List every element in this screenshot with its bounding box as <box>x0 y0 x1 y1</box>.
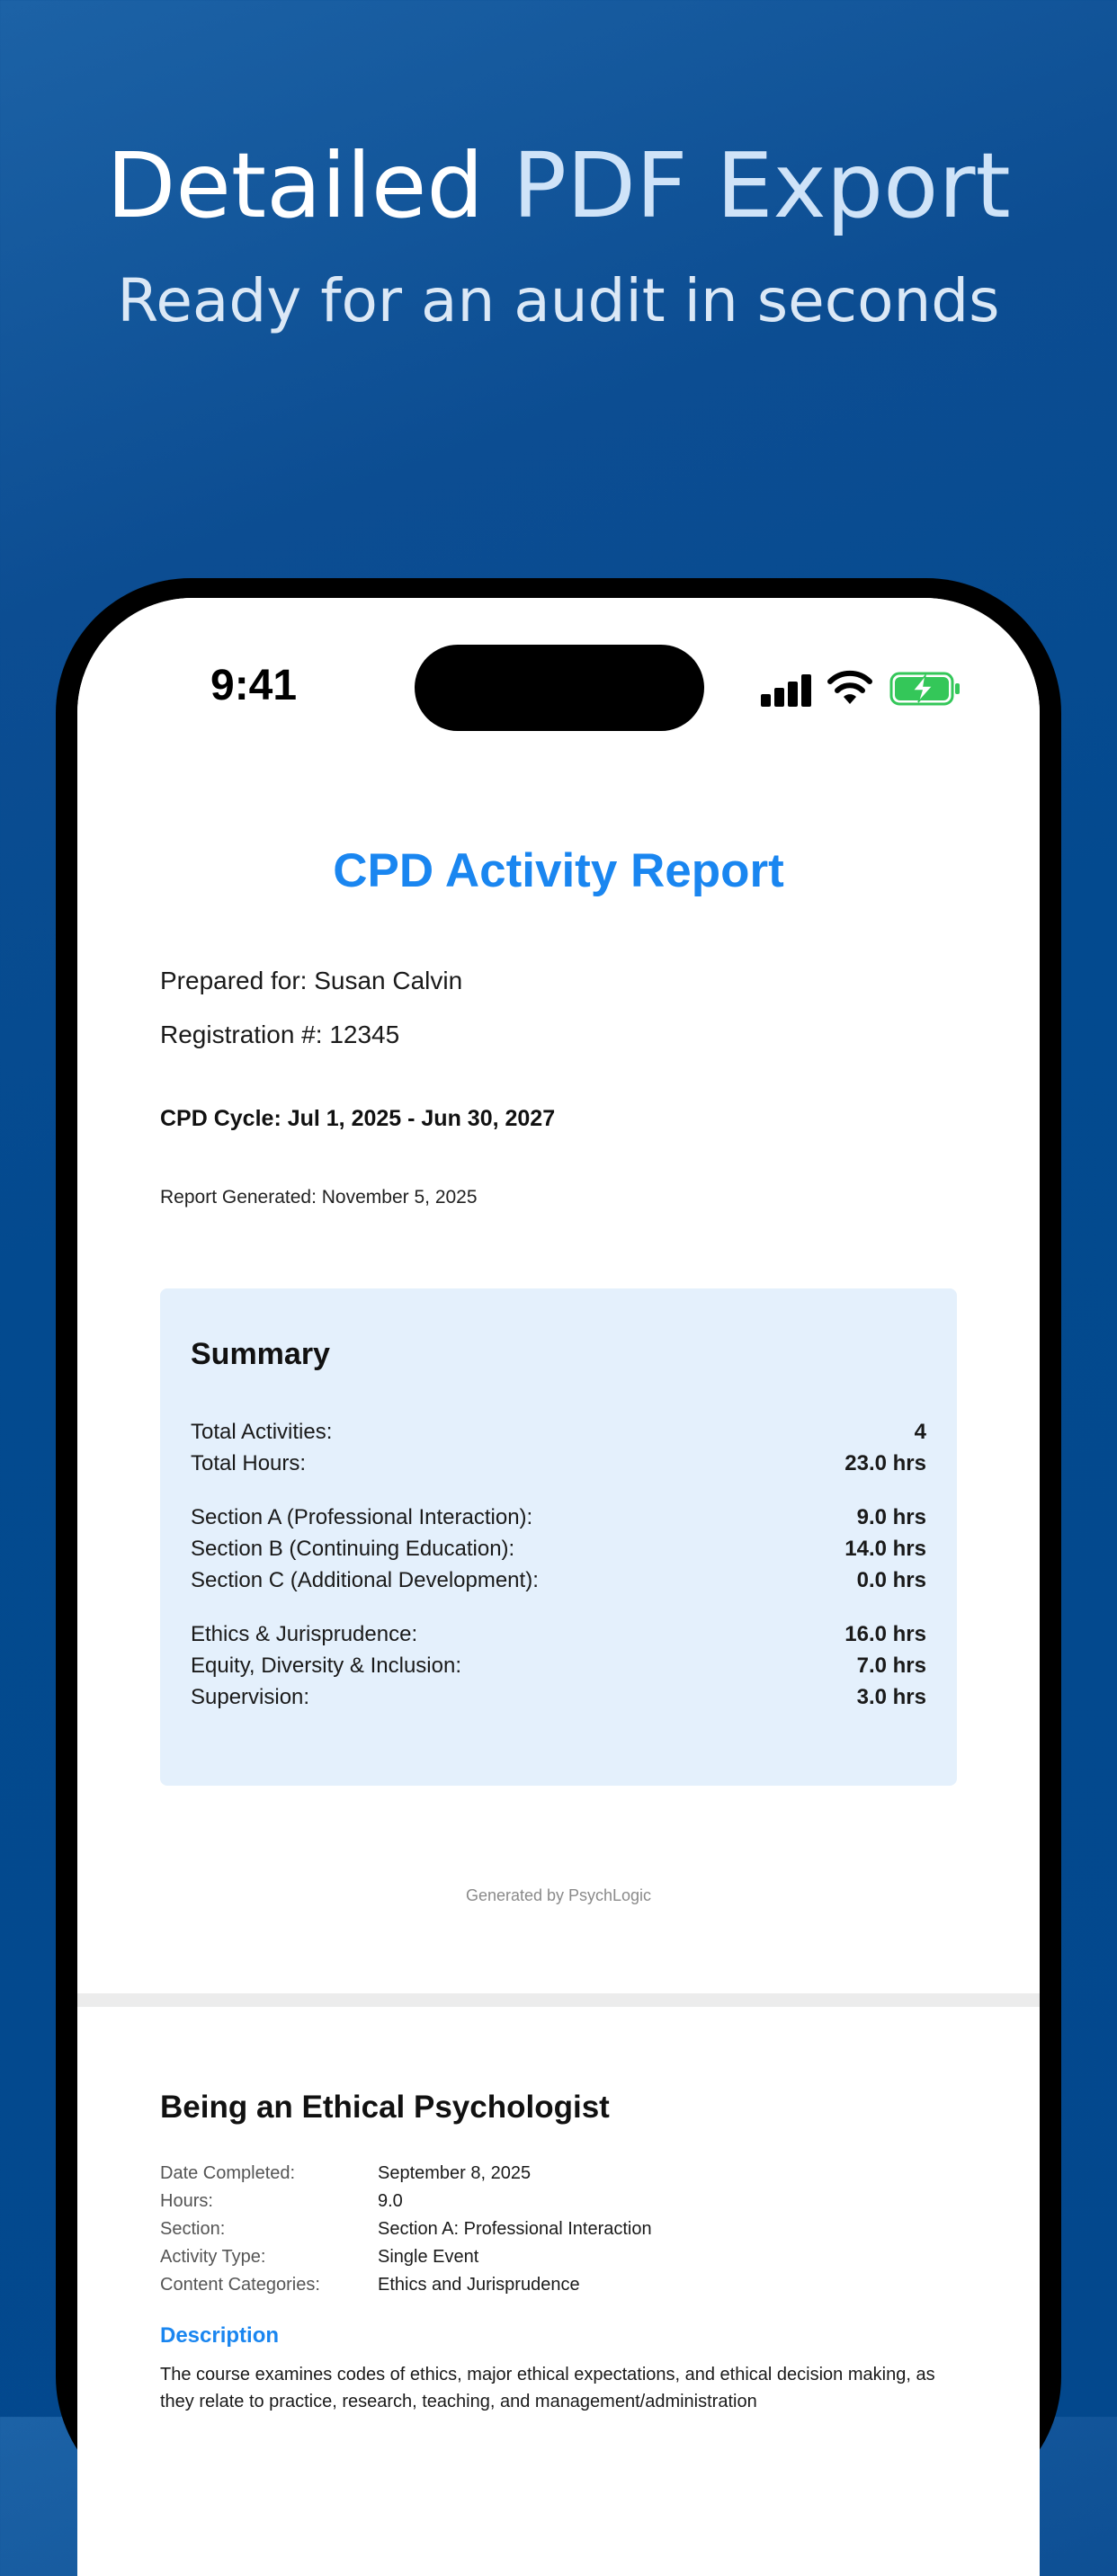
detail-key: Content Categories: <box>160 2275 320 2295</box>
summary-row <box>191 1451 926 1478</box>
battery-charging-icon <box>889 672 961 706</box>
activity-detail-row <box>160 2275 970 2300</box>
summary-row <box>191 1653 926 1680</box>
detail-value: 9.0 <box>378 2191 403 2211</box>
activity-detail-row <box>160 2163 970 2188</box>
registration-number: Registration #: 12345 <box>160 1021 400 1048</box>
dynamic-island <box>415 645 704 731</box>
hero-title <box>0 133 1117 238</box>
detail-key: Section: <box>160 2219 226 2239</box>
summary-row <box>191 1685 926 1712</box>
hero-title-part1: Detailed <box>106 133 513 238</box>
summary-row <box>191 1505 926 1532</box>
status-bar <box>77 598 1040 764</box>
summary-value: 0.0 hrs <box>856 1568 926 1592</box>
description-heading: Description <box>160 2323 280 2348</box>
detail-key: Date Completed: <box>160 2163 296 2183</box>
summary-label: Supervision: <box>191 1685 310 1709</box>
hero-subtitle: Ready for an audit in seconds <box>117 266 1000 335</box>
description-text: The course examines codes of ethics, major ethical expectations, and ethical decision making, as they relate to practice, research, teaching, and management/administration <box>160 2365 935 2411</box>
detail-value: Ethics and Jurisprudence <box>378 2275 580 2295</box>
detail-value: September 8, 2025 <box>378 2163 532 2183</box>
wifi-icon <box>826 668 874 706</box>
summary-value: 23.0 hrs <box>844 1451 926 1475</box>
summary-label: Section B (Continuing Education): <box>191 1537 515 1561</box>
cellular-signal-icon <box>761 674 813 707</box>
report-page-1 <box>77 764 1040 1993</box>
detail-value: Single Event <box>378 2247 479 2267</box>
report-generated-date: Report Generated: November 5, 2025 <box>160 1187 478 1208</box>
cpd-cycle: CPD Cycle: Jul 1, 2025 - Jun 30, 2027 <box>160 1106 556 1131</box>
summary-value: 4 <box>914 1420 926 1444</box>
summary-value: 14.0 hrs <box>844 1537 926 1561</box>
detail-key: Activity Type: <box>160 2247 266 2267</box>
summary-label: Section A (Professional Interaction): <box>191 1505 533 1529</box>
summary-title: Summary <box>191 1337 330 1371</box>
activity-title: Being an Ethical Psychologist <box>160 2090 610 2125</box>
generated-by-footer: Generated by PsychLogic <box>465 1886 652 1904</box>
hero-title-part2: PDF Export <box>512 133 1011 238</box>
status-time: 9:41 <box>210 662 298 709</box>
summary-row <box>191 1568 926 1595</box>
summary-label: Equity, Diversity & Inclusion: <box>191 1653 461 1678</box>
summary-row <box>191 1420 926 1447</box>
summary-value: 7.0 hrs <box>856 1653 926 1678</box>
summary-value: 9.0 hrs <box>856 1505 926 1529</box>
summary-label: Total Activities: <box>191 1420 333 1444</box>
activity-detail-row <box>160 2191 970 2216</box>
detail-key: Hours: <box>160 2191 213 2211</box>
prepared-for: Prepared for: Susan Calvin <box>160 967 463 994</box>
report-title: CPD Activity Report <box>333 844 784 897</box>
summary-label: Ethics & Jurisprudence: <box>191 1622 418 1646</box>
activity-detail-row <box>160 2219 970 2244</box>
detail-value: Section A: Professional Interaction <box>378 2219 652 2239</box>
activity-detail-row <box>160 2247 970 2272</box>
phone-screen <box>77 598 1040 2576</box>
report-page-2 <box>77 2007 1040 2576</box>
summary-row <box>191 1622 926 1649</box>
summary-card <box>160 1288 957 1786</box>
summary-label: Total Hours: <box>191 1451 307 1475</box>
summary-label: Section C (Additional Development): <box>191 1568 539 1592</box>
summary-value: 16.0 hrs <box>844 1622 926 1646</box>
summary-value: 3.0 hrs <box>856 1685 926 1709</box>
phone-frame <box>56 578 1061 2511</box>
summary-row <box>191 1537 926 1564</box>
